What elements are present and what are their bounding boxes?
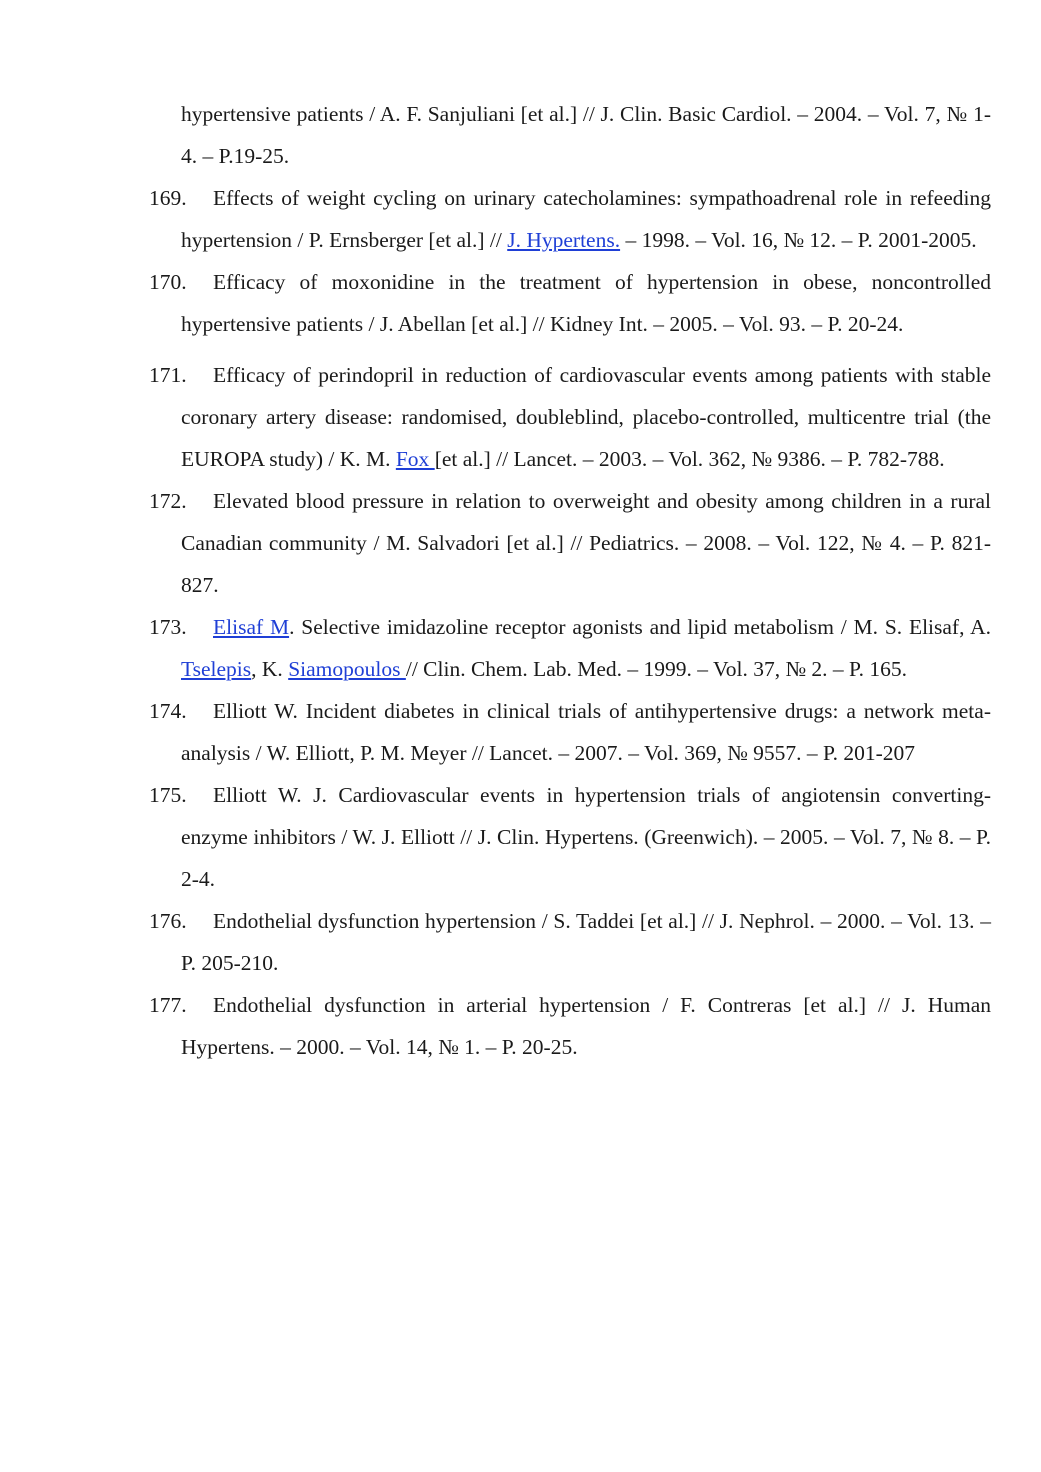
reference-text: , K. xyxy=(251,657,289,681)
reference-text: hypertensive patients / A. F. Sanjuliani [et al.] // J. Clin. Basic Cardiol. – 2004. – Vol. 7, № 1-4. – P.19-25. xyxy=(181,102,991,168)
reference-169 xyxy=(149,177,991,261)
reference-176 xyxy=(149,900,991,984)
reference-continuation xyxy=(181,93,991,177)
author-link[interactable]: Elisaf M xyxy=(213,615,290,639)
author-link[interactable]: Tselepis xyxy=(181,657,252,681)
reference-number: 174. xyxy=(149,699,187,723)
reference-list xyxy=(149,93,991,1068)
reference-177 xyxy=(149,984,991,1068)
reference-number: 176. xyxy=(149,909,187,933)
reference-text: Efficacy of moxonidine in the treatment of hypertension in obese, noncontrolled hypertensive patients / J. Abellan [et al.] // Kidney Int. – 2005. – Vol. 93. – P. 20-24. xyxy=(181,270,991,336)
reference-170 xyxy=(149,261,991,345)
journal-link[interactable]: J. Hypertens. xyxy=(507,228,621,252)
reference-number: 172. xyxy=(149,489,187,513)
reference-text: . Selective imidazoline receptor agonists and lipid metabolism / M. S. Elisaf, A. xyxy=(289,615,991,639)
reference-number: 169. xyxy=(149,186,187,210)
reference-text: Endothelial dysfunction in arterial hypertension / F. Contreras [et al.] // J. Human Hypertens. – 2000. – Vol. 14, № 1. – P. 20-25. xyxy=(181,993,991,1059)
reference-174 xyxy=(149,690,991,774)
reference-text: Elevated blood pressure in relation to overweight and obesity among children in a rural Canadian community / M. Salvadori [et al.] // Pediatrics. – 2008. – Vol. 122, № 4. – P. 821-827. xyxy=(181,489,991,597)
author-link[interactable]: Siamopoulos xyxy=(288,657,406,681)
reference-number: 177. xyxy=(149,993,187,1017)
reference-175 xyxy=(149,774,991,900)
author-link[interactable]: Fox xyxy=(395,447,435,471)
reference-number: 171. xyxy=(149,363,187,387)
reference-173 xyxy=(149,606,991,690)
reference-number: 175. xyxy=(149,783,187,807)
reference-text: [et al.] // Lancet. – 2003. – Vol. 362, № 9386. – P. 782-788. xyxy=(434,447,945,471)
reference-text: Endothelial dysfunction hypertension / S. Taddei [et al.] // J. Nephrol. – 2000. – Vol. 13. – P. 205-210. xyxy=(181,909,991,975)
reference-text: Efficacy of perindopril in reduction of cardiovascular events among patients with stable coronary artery disease: randomised, doubleblind, placebo-controlled, multicentre trial (the EUROPA study) / K. M. xyxy=(181,363,991,471)
reference-text: // Clin. Chem. Lab. Med. – 1999. – Vol. 37, № 2. – P. 165. xyxy=(405,657,907,681)
reference-text: – 1998. – Vol. 16, № 12. – P. 2001-2005. xyxy=(620,228,977,252)
reference-text: Effects of weight cycling on urinary catecholamines: sympathoadrenal role in refeeding hypertension / P. Ernsberger [et al.] // xyxy=(181,186,991,252)
reference-number: 170. xyxy=(149,270,187,294)
reference-text: Elliott W. Incident diabetes in clinical trials of antihypertensive drugs: a network meta-analysis / W. Elliott, P. M. Meyer // Lancet. – 2007. – Vol. 369, № 9557. – P. 201-207 xyxy=(181,699,991,765)
reference-171 xyxy=(149,354,991,480)
reference-text: Elliott W. J. Cardiovascular events in hypertension trials of angiotensin converting-enzyme inhibitors / W. J. Elliott // J. Clin. Hypertens. (Greenwich). – 2005. – Vol. 7, № 8. – P. 2-4. xyxy=(181,783,991,891)
reference-number: 173. xyxy=(149,615,187,639)
reference-172 xyxy=(149,480,991,606)
